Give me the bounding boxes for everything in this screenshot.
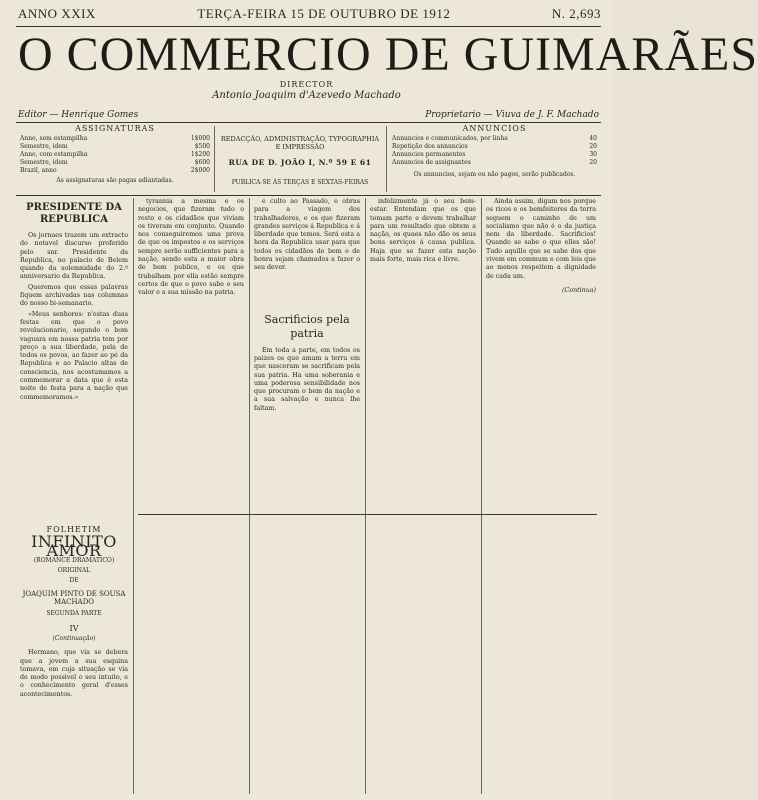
subscription-value: 1$000 bbox=[190, 135, 210, 142]
ad-value: 30 bbox=[589, 151, 597, 158]
masthead-topline bbox=[18, 6, 601, 24]
column-5 bbox=[486, 198, 596, 794]
folhetim-text: Hermano, que via se debera que a jovem a sua esquina tomava, em cuja situação se via de modo possivel o seu intuito, e o conhecimento geral d'esses acontecimentos. bbox=[20, 649, 128, 698]
subscription-row bbox=[20, 143, 210, 151]
folhetim-continuation: (Continuação) bbox=[52, 634, 96, 642]
subscription-value: 1$200 bbox=[190, 151, 210, 158]
editor-line bbox=[18, 110, 599, 120]
subscriptions-title: ASSIGNATURAS bbox=[75, 124, 155, 133]
subscription-label: Anno, com estampilha bbox=[20, 151, 88, 158]
folhetim-genre: (ROMANCE DRAMATICO) bbox=[33, 556, 115, 564]
top-rule bbox=[16, 26, 601, 27]
newspaper-title: O COMMERCIO DE GUIMARÃES bbox=[18, 28, 758, 81]
article-paragraph: Ainda assim, digam nos porque os ricos e os bemfeitores da terra seguem o caminho de um socialismo que não é o da justiça nem da liberdade. Sacrificios! Quando se sabe o que elles são! Tudo aquillo que se sabe dos que vivem em commum e com leis que ao menos respeitem a dignidade de cada um. bbox=[486, 198, 596, 280]
ads-title: ANNUNCIOS bbox=[462, 124, 527, 133]
folhetim-by: DE bbox=[69, 577, 79, 585]
center-address: RUA DE D. JOÃO I, N.º 59 E 61 bbox=[228, 158, 372, 167]
header-rule bbox=[16, 122, 601, 123]
folhetim-title: INFINITO AMOR bbox=[31, 532, 117, 560]
ad-label: Annuncios de assignantes bbox=[392, 159, 471, 166]
sacrificios-heading: Sacrificios pela patria bbox=[264, 312, 350, 340]
ad-label: Annuncios e communicados, por linha bbox=[392, 135, 508, 142]
subscription-label: Anno, sem estampilha bbox=[20, 135, 88, 142]
ad-value: 20 bbox=[589, 143, 597, 150]
ad-value: 20 bbox=[589, 159, 597, 166]
ad-label: Repetição dos annuncios bbox=[392, 143, 468, 150]
ads-box bbox=[392, 125, 597, 193]
continuation-note: (Continua) bbox=[562, 286, 596, 294]
ad-row bbox=[392, 151, 597, 159]
article-paragraph: Os jornaes trazem um extracto do notavel discurso proferido pelo snr. Presidente da Republica, no palacio de Belem quando da solemnidade do 2.º anniversario da Republica. bbox=[20, 232, 128, 281]
column-4 bbox=[370, 198, 476, 794]
ad-row bbox=[392, 143, 597, 151]
ad-value: 40 bbox=[589, 135, 597, 142]
subscription-value: 2$000 bbox=[190, 167, 210, 174]
subscriptions-note: As assignaturas são pagas adiantadas. bbox=[56, 177, 174, 184]
date-label: TERÇA-FEIRA 15 DE OUTUBRO DE 1912 bbox=[197, 6, 451, 21]
ad-row bbox=[392, 135, 597, 143]
center-note: PUBLICA-SE ÁS TERÇAS E SEXTAS-FEIRAS bbox=[231, 179, 369, 186]
box-divider bbox=[214, 126, 215, 192]
ad-row bbox=[392, 159, 597, 167]
subscription-row bbox=[20, 135, 210, 143]
article-paragraph: e culto ao Passado, e obras para a viagem dos trabalhadores, e os que fizeram grandes serviços á Republica e á liberdade que temos. Será esta a hora da Republica usar para que todos os cidadãos de bem e de honra sejam chamados a fazer o seu dever. bbox=[254, 198, 360, 272]
column-divider bbox=[481, 198, 482, 794]
folhetim-original: ORIGINAL bbox=[57, 567, 91, 575]
ads-note: Os annuncios, sejam ou não pagos, serão publicados. bbox=[413, 171, 576, 178]
subscriptions-box bbox=[20, 125, 210, 193]
subscription-label: Semestre, idem bbox=[20, 143, 68, 150]
column-divider bbox=[249, 198, 250, 794]
year-label: ANNO XXIX bbox=[18, 6, 96, 21]
subscription-value: $600 bbox=[194, 159, 210, 166]
article-paragraph: «Meus senhores: n'estas duas festas em que o povo revolucionario, segundo o bom vaguara em nossa patria tem por preço a sua liberdade, pela de todos os povos, ao fazer ao pé da Republica e ao Palacio altas de consciencia, nos acostumamos a commemorar a data que é esta noite de festa para a nação que commemoramos.» bbox=[20, 310, 128, 401]
ad-label: Annuncios permanentes bbox=[392, 151, 466, 158]
folhetim-chapter: IV bbox=[69, 623, 79, 633]
subscription-label: Brazil, anno bbox=[20, 167, 57, 174]
editor-name: Editor — Henrique Gomes bbox=[18, 110, 139, 120]
folhetim-author: JOAQUIM PINTO DE SOUSA MACHADO bbox=[22, 589, 126, 607]
subscription-row bbox=[20, 151, 210, 159]
article-paragraph: infelizmente já o seu bem-estar. Entendam que os que tomam parte e devem trabalhar para um resultado que obtem a nação, os quaes não dão os seus bons serviços á causa publica. Haja que se fazer esta nação mais forte, mais rica e livre. bbox=[370, 198, 476, 264]
sacrificios-paragraph: Em toda a parte, em todos os paizes os que amam a terra em que nasceram se sacrificam pela sua patria. Ha uma soberania e uma poderosa sensibilidade nos que procuram o bem da nação e a sua salvação e nunca lhe faltam. bbox=[254, 346, 360, 412]
column-divider bbox=[365, 198, 366, 794]
subscription-row bbox=[20, 159, 210, 167]
body-rule bbox=[16, 195, 601, 196]
subscription-row bbox=[20, 167, 210, 175]
column-2 bbox=[138, 198, 244, 794]
article-paragraph: Queremos que essas palavras fiquem archivadas nas columnas do nosso bi-semanario. bbox=[20, 283, 128, 308]
column-3 bbox=[254, 198, 360, 794]
issue-number: N. 2,693 bbox=[551, 6, 601, 21]
box-divider bbox=[386, 126, 387, 192]
article-paragraph: tyrannia a mesma e os negocios, que fizeram tudo o resto e os cidadãos que viviam os tiveram em conjunto. Quando nos conseguiremos uma prova de que os impostos e os serviços sempre serão sufficientes para a nação, sendo esta a maior obra de bem publico, e os que trabalham por ella estão sempre certos de que o povo sabe o seu valor e a sua missão na patria. bbox=[138, 198, 244, 297]
article-heading: PRESIDENTE DA REPUBLICA bbox=[26, 202, 122, 225]
subscription-label: Semestre, idem bbox=[20, 159, 68, 166]
owner-name: Proprietario — Viuva de J. F. Machado bbox=[425, 110, 599, 120]
folhetim-column bbox=[20, 520, 128, 794]
column-divider bbox=[133, 198, 134, 794]
address-box bbox=[220, 125, 380, 193]
director-label: DIRECTOR bbox=[279, 80, 334, 89]
column-1 bbox=[20, 198, 128, 498]
subscription-value: $500 bbox=[194, 143, 210, 150]
folhetim-part: SEGUNDA PARTE bbox=[46, 610, 102, 618]
director-name: Antonio Joaquim d'Azevedo Machado bbox=[212, 90, 401, 101]
center-title: REDACÇÃO, ADMINISTRAÇÃO, TYPOGRAPHIA E IMPRESSÃO bbox=[220, 135, 380, 151]
folhetim-label: FOLHETIM bbox=[46, 525, 102, 534]
